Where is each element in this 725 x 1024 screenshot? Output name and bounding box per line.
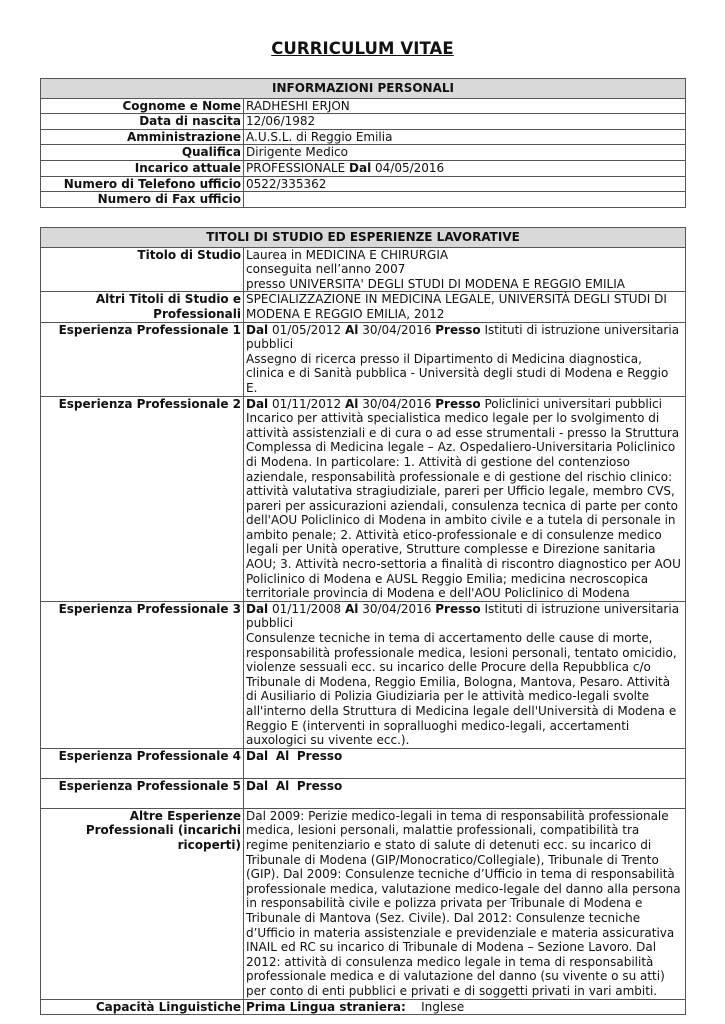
presso-keyword: Presso [435, 601, 481, 616]
personal-info-table [40, 78, 686, 208]
table-row [41, 247, 686, 292]
current-role-dal-label: Dal [349, 160, 372, 175]
experience-5-label: Esperienza Professionale 5 [41, 778, 244, 808]
experience-1-description: Assegno di ricerca presso il Dipartimento di Medicina diagnostica, clinica e di Sanità pubblica - Università degli studi di Modena e Reggio E. [246, 351, 669, 395]
dal-keyword: Dal [246, 396, 269, 411]
table-row [41, 192, 686, 208]
experience-1-from: 01/05/2012 [272, 322, 342, 337]
experience-3-label: Esperienza Professionale 3 [41, 601, 244, 748]
table-row [41, 808, 686, 999]
table-row [41, 322, 686, 396]
experience-3-value [244, 601, 686, 748]
dal-keyword: Dal [246, 778, 269, 793]
name-label: Cognome e Nome [41, 98, 244, 114]
degree-year: conseguita nell’anno 2007 [246, 262, 406, 277]
other-experiences-label: Altre Esperienze Professionali (incarichi ricoperti) [41, 808, 244, 999]
fax-label: Numero di Fax ufficio [41, 192, 244, 208]
current-role-label: Incarico attuale [41, 160, 244, 176]
presso-keyword: Presso [296, 748, 343, 763]
table-row [41, 98, 686, 114]
experience-1-value [244, 322, 686, 396]
experience-1-label: Esperienza Professionale 1 [41, 322, 244, 396]
phone-label: Numero di Telefono ufficio [41, 176, 244, 192]
presso-keyword: Presso [296, 778, 343, 793]
experience-2-to: 30/04/2016 [362, 396, 432, 411]
first-language-value: Inglese [421, 999, 465, 1014]
table-row [41, 601, 686, 748]
fax-value [244, 192, 686, 208]
experience-4-value [244, 748, 686, 778]
al-keyword: Al [275, 778, 290, 793]
experience-3-from: 01/11/2008 [272, 601, 342, 616]
table-row [41, 292, 686, 322]
experience-2-place: Policlinici universitari pubblici [484, 396, 662, 411]
table-row [41, 176, 686, 192]
qualification-label: Qualifica [41, 145, 244, 161]
page-title: CURRICULUM VITAE [271, 39, 454, 58]
qualification-value: Dirigente Medico [244, 145, 686, 161]
table-row [41, 999, 686, 1015]
experience-2-description: Incarico per attività specialistica medico legale per lo svolgimento di attività assistenziali e di cura o ad esse strumentali - presso la Struttura Complessa di Medicina legale – Az. Ospedaliero-Universitaria Policlinico di Modena. In particolare: 1. Attività di gestione del contenzioso aziendale, responsabilità professionale e di gestione del rischio clinico: attività valutativa stragiudiziale, pareri per Ufficio legale, membro CVS, pareri per assicurazioni aziendali, consulenza tecnica di parte per conto dell'AOU Policlinico di Modena in ambito civile e a tutela di personale in ambito penale; 2. Attività etico-professionale e di consulenze medico legali per Unità operative, Strutture complesse e Direzione sanitaria AOU; 3. Attività necro-settoria a finalità di riscontro diagnostico per AOU Policlinico di Modena e AUSL Reggio Emilia; medicina necroscopica territoriale provincia di Modena e dell'AOU Policlinico di Modena [246, 411, 681, 601]
table-row [41, 160, 686, 176]
table-row [41, 396, 686, 601]
first-language-label: Prima Lingua straniera: [246, 999, 406, 1014]
table-row [41, 778, 686, 808]
al-keyword: Al [345, 601, 359, 616]
phone-value: 0522/335362 [244, 176, 686, 192]
degree-label: Titolo di Studio [41, 247, 244, 292]
experience-1-to: 30/04/2016 [362, 322, 432, 337]
name-value: RADHESHI ERJON [244, 98, 686, 114]
experience-2-value [244, 396, 686, 601]
languages-label: Capacità Linguistiche [41, 999, 244, 1015]
languages-value [244, 999, 686, 1015]
current-role-dal-value: 04/05/2016 [375, 160, 445, 175]
dal-keyword: Dal [246, 601, 269, 616]
degree-line: Laurea in MEDICINA E CHIRURGIA [246, 247, 449, 262]
experience-1-place: Istituti di istruzione universitaria pubblici [246, 322, 680, 352]
other-titles-value: SPECIALIZZAZIONE IN MEDICINA LEGALE, UNIVERSITÀ DEGLI STUDI DI MODENA E REGGIO EMILIA, 2012 [244, 292, 686, 322]
administration-value: A.U.S.L. di Reggio Emilia [244, 129, 686, 145]
table-row [41, 748, 686, 778]
al-keyword: Al [345, 322, 359, 337]
other-experiences-value: Dal 2009: Perizie medico-legali in tema di responsabilità professionale medica, lesioni personali, malattie professionali, compatibilità tra regime penitenziario e stato di salute di detenuti ecc. su incarico di Tribunale di Modena (GIP/Monocratico/Collegiale), Tribunale di Trento (GIP). Dal 2009: Consulenze tecniche d’Ufficio in tema di responsabilità professionale medica, valutazione medico-legale del danno alla persona in responsabilità civile e polizza privata per Tribunale di Modena e Tribunale di Mantova (Sez. Civile). Dal 2012: Consulenze tecniche d’Ufficio in materia assistenziale e previdenziale e materia assicurativa INAIL ed RC su incarico di Tribunale di Modena – Sezione Lavoro. Dal 2012: attività di consulenza medico legale in tema di responsabilità professionale medica e di valutazione del danno (su vivente o su atti) per conto di enti pubblici e privati e di soggetti privati in vari ambiti. [244, 808, 686, 999]
birthdate-value: 12/06/1982 [244, 114, 686, 130]
other-titles-label: Altri Titoli di Studio e Professionali [41, 292, 244, 322]
al-keyword: Al [345, 396, 359, 411]
dal-keyword: Dal [246, 748, 269, 763]
experience-3-place: Istituti di istruzione universitaria pubblici [246, 601, 680, 631]
presso-keyword: Presso [435, 396, 481, 411]
administration-label: Amministrazione [41, 129, 244, 145]
table-row [41, 129, 686, 145]
experience-2-label: Esperienza Professionale 2 [41, 396, 244, 601]
presso-keyword: Presso [435, 322, 481, 337]
personal-info-header: INFORMAZIONI PERSONALI [41, 79, 686, 99]
experience-4-label: Esperienza Professionale 4 [41, 748, 244, 778]
studies-header: TITOLI DI STUDIO ED ESPERIENZE LAVORATIVE [41, 228, 686, 248]
experience-5-value [244, 778, 686, 808]
current-role-value [244, 160, 686, 176]
experience-3-to: 30/04/2016 [362, 601, 432, 616]
dal-keyword: Dal [246, 322, 269, 337]
degree-value [244, 247, 686, 292]
studies-table [40, 227, 686, 1015]
experience-2-from: 01/11/2012 [272, 396, 342, 411]
birthdate-label: Data di nascita [41, 114, 244, 130]
experience-3-description: Consulenze tecniche in tema di accertamento delle cause di morte, responsabilità professionale medica, lesioni personali, tentato omicidio, violenze sessuali ecc. su incarico delle Procure della Repubblica c/o Tribunale di Modena, Reggio Emilia, Bologna, Mantova, Pesaro. Attività di Ausiliario di Polizia Giudiziaria per le attività medico-legali svolte all'interno della Struttura di Medicina legale dell'Università di Modena e Reggio E (interventi in sopralluoghi medico-legali, accertamenti auxologici su vivente ecc.). [246, 631, 677, 748]
table-row [41, 145, 686, 161]
al-keyword: Al [275, 748, 290, 763]
current-role-text: PROFESSIONALE [246, 160, 346, 175]
degree-university: presso UNIVERSITA' DEGLI STUDI DI MODENA E REGGIO EMILIA [246, 276, 625, 291]
table-row [41, 114, 686, 130]
